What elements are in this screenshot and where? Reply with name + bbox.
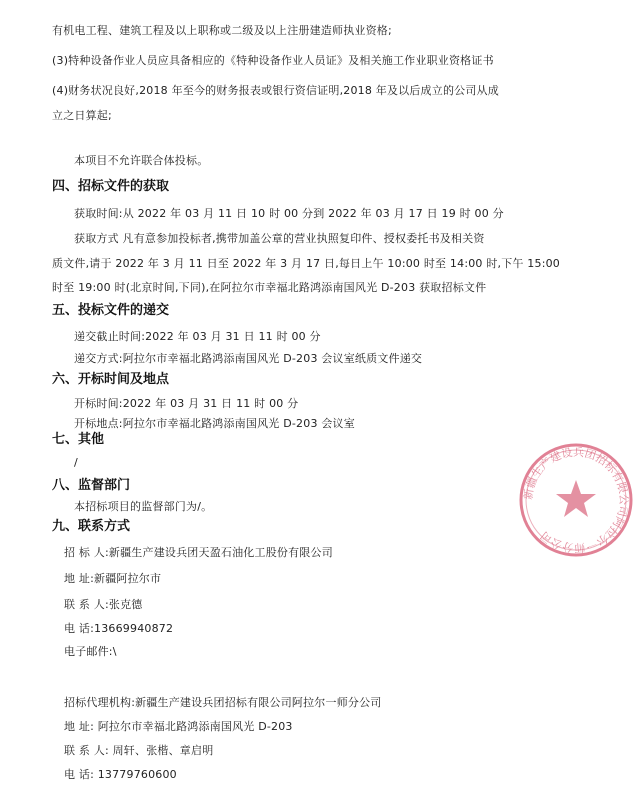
- acquire-method-3: 时至 19:00 时(北京时间,下同),在阿拉尔市幸福北路鸿添南国风光 D-203 获取招标文件: [52, 281, 487, 294]
- qualification-text-2: (3)特种设备作业人员应具备相应的《特种设备作业人员证》及相关施工作业职业资格证书: [52, 54, 494, 67]
- acquire-method-1: 获取方式 凡有意参加投标者,携带加盖公章的营业执照复印件、授权委托书及相关资: [74, 232, 485, 245]
- tenderer-contact: 联 系 人:张克德: [64, 598, 143, 611]
- section-5-heading: 五、投标文件的递交: [52, 303, 170, 318]
- acquire-time: 获取时间:从 2022 年 03 月 11 日 10 时 00 分到 2022 年 03 月 17 日 19 时 00 分: [74, 207, 504, 220]
- section-6-heading: 六、开标时间及地点: [52, 372, 170, 387]
- seal-text: 新疆生产建设兵团招标有限公司阿拉尔一师分公司: [521, 445, 631, 555]
- supervision-content: 本招标项目的监督部门为/。: [74, 500, 213, 513]
- tenderer-email: 电子邮件:\: [64, 645, 117, 658]
- other-content: /: [74, 456, 78, 469]
- tenderer-phone: 电 话:13669940872: [64, 622, 174, 635]
- submit-deadline: 递交截止时间:2022 年 03 月 31 日 11 时 00 分: [74, 330, 321, 343]
- section-7-heading: 七、其他: [52, 432, 105, 447]
- tenderer-name: 招 标 人:新疆生产建设兵团天盈石油化工股份有限公司: [64, 546, 333, 559]
- section-4-heading: 四、招标文件的获取: [52, 179, 170, 194]
- agency-name: 招标代理机构:新疆生产建设兵团招标有限公司阿拉尔一师分公司: [64, 696, 382, 709]
- agency-phone: 电 话: 13779760600: [64, 768, 177, 781]
- official-seal-stamp: [516, 440, 636, 560]
- submit-method: 递交方式:阿拉尔市幸福北路鸿添南国风光 D-203 会议室纸质文件递交: [74, 352, 423, 365]
- seal-star-icon: [556, 480, 596, 517]
- agency-contact: 联 系 人: 周轩、张楷、章启明: [64, 744, 214, 757]
- tenderer-address: 地 址:新疆阿拉尔市: [64, 572, 162, 585]
- consortium-note: 本项目不允许联合体投标。: [74, 154, 209, 167]
- section-9-heading: 九、联系方式: [52, 519, 131, 534]
- qualification-text-3: (4)财务状况良好,2018 年至今的财务报表或银行资信证明,2018 年及以后成立的公司从成: [52, 84, 499, 97]
- opening-place: 开标地点:阿拉尔市幸福北路鸿添南国风光 D-203 会议室: [74, 417, 355, 430]
- qualification-text-4: 立之日算起;: [52, 109, 112, 122]
- opening-time: 开标时间:2022 年 03 月 31 日 11 时 00 分: [74, 397, 299, 410]
- acquire-method-2: 质文件,请于 2022 年 3 月 11 日至 2022 年 3 月 17 日,每日上午 10:00 时至 14:00 时,下午 15:00: [52, 257, 561, 270]
- section-8-heading: 八、监督部门: [52, 478, 131, 493]
- agency-address: 地 址: 阿拉尔市幸福北路鸿添南国风光 D-203: [64, 720, 293, 733]
- qualification-text-1: 有机电工程、建筑工程及以上职称或二级及以上注册建造师执业资格;: [52, 24, 392, 37]
